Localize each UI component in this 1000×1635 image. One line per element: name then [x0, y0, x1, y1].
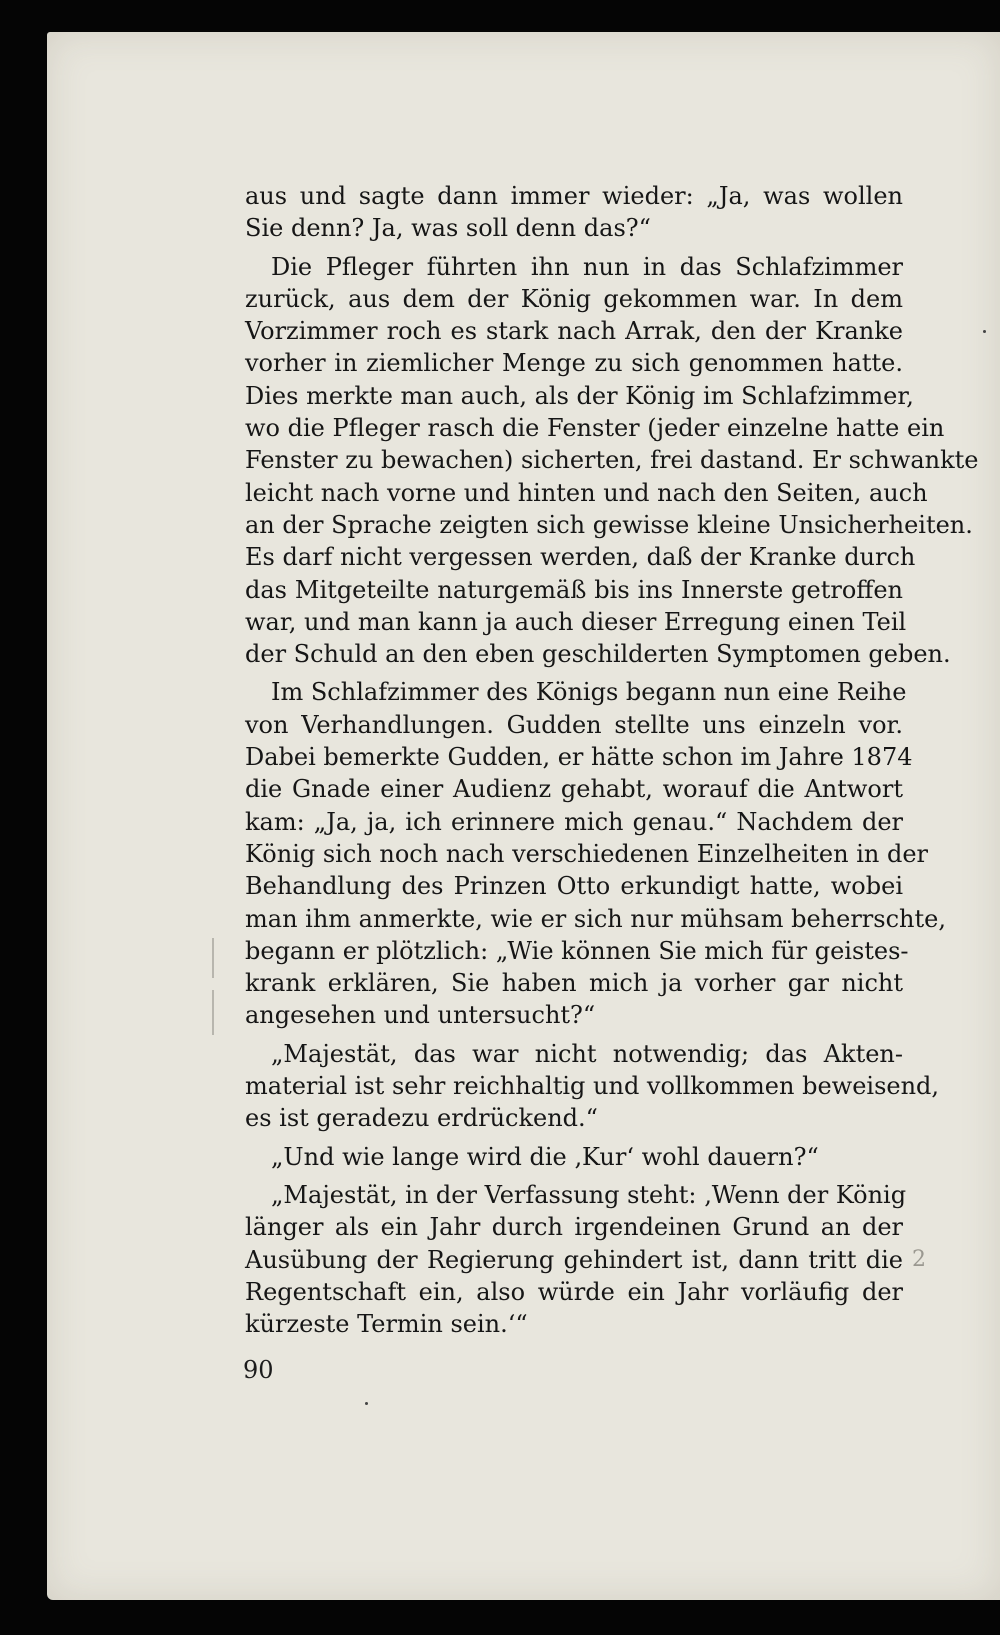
text-line: Sie denn? Ja, was soll denn das?“	[245, 214, 651, 243]
paragraph	[245, 1179, 907, 1340]
text-line: man ihm anmerkte, wie er sich nur mühsam beherrschte,	[245, 904, 946, 933]
text-line: „Majestät, das war nicht notwendig; das Akten-	[271, 1039, 903, 1068]
text-line: war, und man kann ja auch dieser Erregung einen Teil	[245, 607, 907, 636]
text-line: begann er plötzlich: „Wie können Sie mich für geistes-	[245, 936, 909, 965]
paragraph	[245, 1141, 903, 1173]
text-line: angesehen und untersucht?“	[245, 1001, 596, 1030]
text-line: von Verhandlungen. Gudden stellte uns einzeln vor.	[245, 710, 903, 739]
text-line: länger als ein Jahr durch irgendeinen Grund an der	[245, 1213, 903, 1242]
paragraph	[245, 1038, 940, 1135]
text-line: Fenster zu bewachen) sicherten, frei dastand. Er schwankte	[245, 446, 979, 475]
text-line: kürzeste Termin sein.‘“	[245, 1310, 528, 1339]
text-line: Vorzimmer roch es stark nach Arrak, den der Kranke	[245, 317, 903, 346]
text-line: vorher in ziemlicher Menge zu sich genommen hatte.	[245, 349, 903, 378]
text-line: Dies merkte man auch, als der König im Schlafzimmer,	[245, 381, 914, 410]
text-line: Regentschaft ein, also würde ein Jahr vorläufig der	[245, 1277, 903, 1306]
text-line: Es darf nicht vergessen werden, daß der Kranke durch	[245, 543, 916, 572]
text-line: leicht nach vorne und hinten und nach den Seiten, auch	[245, 478, 928, 507]
text-line: an der Sprache zeigten sich gewisse kleine Unsicherheiten.	[245, 510, 973, 539]
text-line: das Mitgeteilte naturgemäß bis ins Innerste getroffen	[245, 575, 903, 604]
paragraph	[245, 251, 979, 671]
paragraph	[245, 676, 946, 1031]
margin-note: 2	[912, 1247, 926, 1272]
text-line: material ist sehr reichhaltig und vollkommen beweisend,	[245, 1072, 940, 1101]
text-line: Ausübung der Regierung gehindert ist, dann tritt die	[245, 1245, 903, 1274]
text-line: krank erklären, Sie haben mich ja vorher gar nicht	[245, 969, 903, 998]
text-line: zurück, aus dem der König gekommen war. In dem	[245, 284, 903, 313]
text-line: Im Schlafzimmer des Königs begann nun eine Reihe	[271, 678, 907, 707]
text-line: König sich noch nach verschiedenen Einzelheiten in der	[245, 839, 928, 868]
text-line: die Gnade einer Audienz gehabt, worauf die Antwort	[245, 775, 903, 804]
speck-mark	[365, 1402, 368, 1405]
text-line: es ist geradezu erdrückend.“	[245, 1104, 598, 1133]
pencil-margin-line	[212, 938, 214, 978]
text-line: kam: „Ja, ja, ich erinnere mich genau.“ Nachdem der	[245, 807, 903, 836]
paragraph	[245, 180, 903, 245]
text-line: der Schuld an den eben geschilderten Symptomen geben.	[245, 640, 951, 669]
text-line: „Majestät, in der Verfassung steht: ‚Wenn der König	[271, 1180, 907, 1209]
text-line: Behandlung des Prinzen Otto erkundigt hatte, wobei	[245, 872, 903, 901]
pencil-margin-line	[212, 990, 214, 1035]
text-line: Die Pfleger führten ihn nun in das Schlafzimmer	[271, 252, 903, 281]
text-line: aus und sagte dann immer wieder: „Ja, was wollen	[245, 182, 903, 210]
page-number: 90	[243, 1356, 274, 1384]
speck-mark	[983, 330, 986, 333]
body-text	[245, 180, 979, 1346]
text-line: „Und wie lange wird die ‚Kur‘ wohl dauern?“	[271, 1142, 819, 1171]
text-line: Dabei bemerkte Gudden, er hätte schon im Jahre 1874	[245, 743, 913, 772]
text-line: wo die Pfleger rasch die Fenster (jeder einzelne hatte ein	[245, 414, 945, 443]
